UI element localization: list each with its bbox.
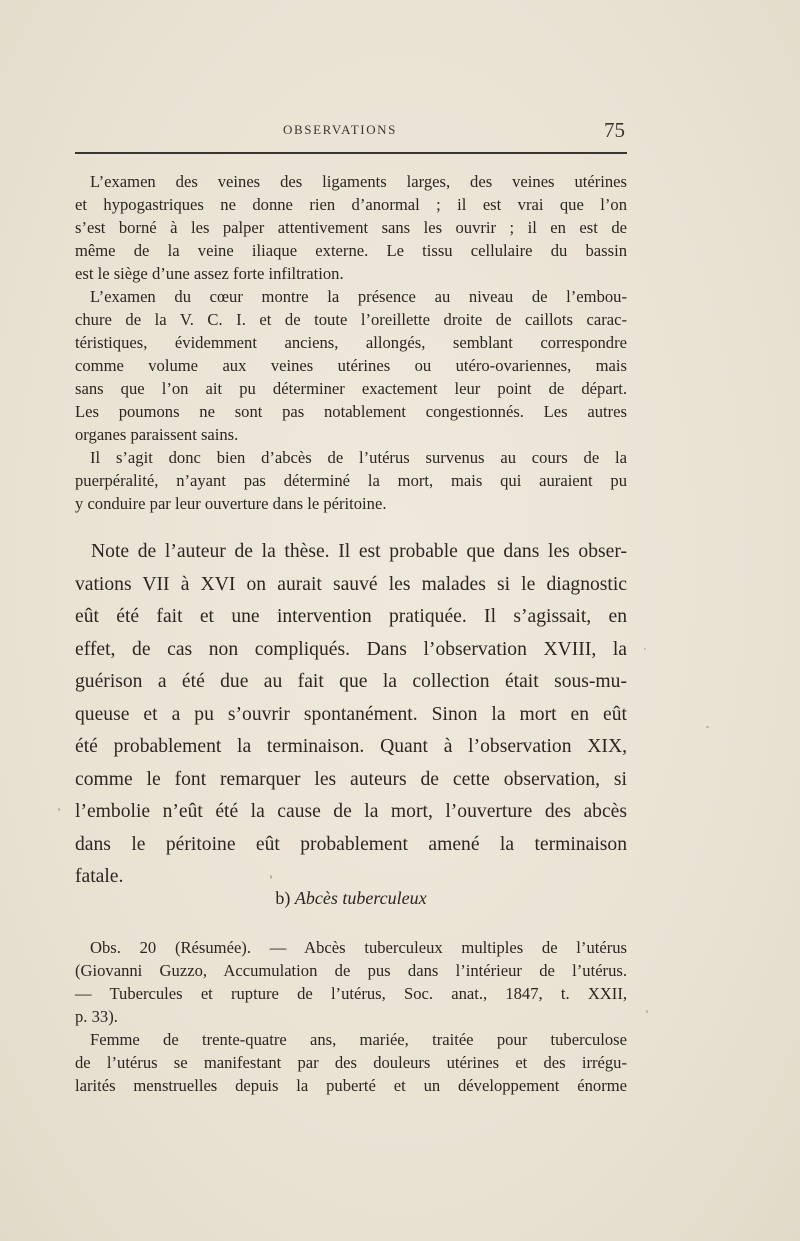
paragraph-conclusion	[75, 446, 627, 515]
text-line: l’embolie n’eût été la cause de la mort, l’ouverture des abcès	[75, 801, 627, 822]
paragraph-veins-exam	[75, 170, 627, 285]
section-title: Abcès tuberculeux	[294, 888, 427, 908]
text-line: fatale.	[75, 866, 124, 887]
text-line: larités menstruelles depuis la puberté et un développement énorme	[75, 1076, 627, 1095]
paper-speck	[270, 875, 272, 879]
observation-20-citation	[75, 936, 627, 1028]
page-number: 75	[604, 118, 625, 142]
text-line: L’examen des veines des ligaments larges, des veines utérines	[90, 172, 627, 191]
paragraph-heart-exam	[75, 285, 627, 446]
text-line: été probablement la terminaison. Quant à l’observation XIX,	[75, 736, 627, 757]
paper-speck	[58, 808, 60, 811]
text-line: téristiques, évidemment anciens, allongés, semblant correspondre	[75, 333, 627, 352]
paragraph-patient-history	[75, 1028, 627, 1097]
text-line: organes paraissent sains.	[75, 425, 239, 444]
text-line: est le siège d’une assez forte infiltration.	[75, 264, 344, 283]
section-label: b)	[275, 888, 291, 908]
text-line: chure de la V. C. I. et de toute l’oreillette droite de caillots carac-	[75, 310, 627, 329]
text-line: queuse et a pu s’ouvrir spontanément. Sinon la mort en eût	[75, 703, 627, 725]
text-line: p. 33).	[75, 1007, 118, 1026]
text-line: effet, de cas non compliqués. Dans l’observation XVIII, la	[75, 638, 627, 660]
page-header	[75, 118, 627, 144]
text-line: de l’utérus se manifestant par des douleurs utérines et des irrégu-	[75, 1053, 627, 1072]
text-line: et hypogastriques ne donne rien d’anormal ; il est vrai que l’on	[75, 195, 627, 214]
text-line: même de la veine iliaque externe. Le tissu cellulaire du bassin	[75, 241, 627, 260]
text-line: (Giovanni Guzzo, Accumulation de pus dans l’intérieur de l’utérus.	[75, 961, 627, 980]
paper-speck	[706, 726, 709, 728]
paper-speck	[646, 1010, 648, 1013]
text-line: sans que l’on ait pu déterminer exactement leur point de départ.	[75, 379, 627, 398]
header-rule	[75, 152, 627, 154]
text-line: Obs. 20 (Résumée). — Abcès tuberculeux multiples de l’utérus	[90, 938, 627, 957]
text-line: Note de l’auteur de la thèse. Il est probable que dans les obser-	[91, 541, 627, 562]
text-line: vations VII à XVI on aurait sauvé les malades si le diagnostic	[75, 573, 627, 595]
text-line: Il s’agit donc bien d’abcès de l’utérus survenus au cours de la	[90, 448, 627, 467]
text-line: guérison a été due au fait que la collection était sous-mu-	[75, 671, 627, 692]
section-heading	[75, 888, 627, 909]
text-line: comme le font remarquer les auteurs de cette observation, si	[75, 768, 627, 790]
running-head: OBSERVATIONS	[283, 122, 397, 137]
text-line: Femme de trente-quatre ans, mariée, traitée pour tuberculose	[90, 1030, 627, 1049]
text-line: Les poumons ne sont pas notablement congestionnés. Les autres	[75, 402, 627, 421]
author-note	[75, 536, 627, 894]
text-line: s’est borné à les palper attentivement sans les ouvrir ; il en est de	[75, 218, 627, 237]
text-line: eût été fait et une intervention pratiquée. Il s’agissait, en	[75, 606, 627, 627]
text-line: y conduire par leur ouverture dans le péritoine.	[75, 494, 387, 513]
text-line: — Tubercules et rupture de l’utérus, Soc. anat., 1847, t. XXII,	[75, 984, 627, 1003]
paper-speck	[644, 648, 646, 650]
text-line: L’examen du cœur montre la présence au niveau de l’embou-	[90, 287, 627, 306]
text-line: puerpéralité, n’ayant pas déterminé la mort, mais qui auraient pu	[75, 471, 627, 490]
text-line: dans le péritoine eût probablement amené la terminaison	[75, 833, 627, 855]
text-line: comme volume aux veines utérines ou utéro-ovariennes, mais	[75, 356, 627, 375]
